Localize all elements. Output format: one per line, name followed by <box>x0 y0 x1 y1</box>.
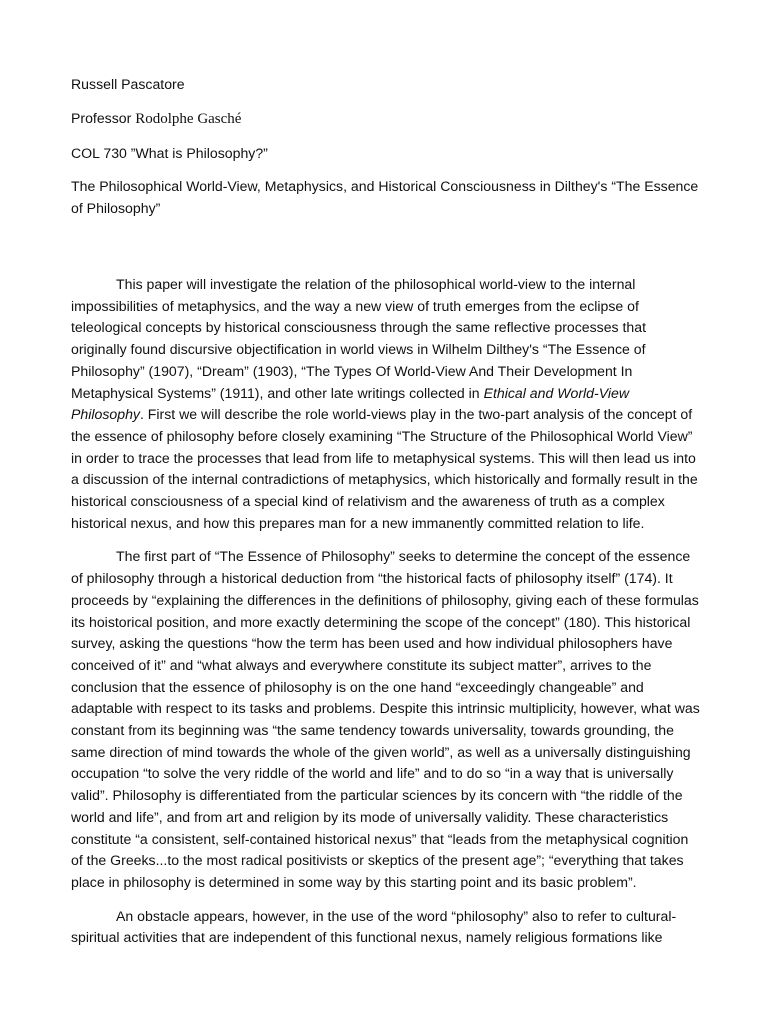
course-line: COL 730 ”What is Philosophy?” <box>71 145 268 161</box>
body-paragraph-3: An obstacle appears, however, in the use of the word “philosophy” also to refer to cultural-spiritual activities that are independent of this functional nexus, namely religious formations like <box>71 907 677 946</box>
document-page <box>71 70 701 949</box>
paragraph-1-text-b: . First we will describe the role world-views play in the two-part analysis of the concept of the essence of philosophy before closely examining “The Structure of the Philosophical World View” in order to trace the processes that lead from life to metaphysical systems. This will then lead us into a discussion of the internal contradictions of metaphysics, which historically and formally result in the historical consciousness of a special kind of relativism and the awareness of truth as a complex historical nexus, and how this prepares man for a new immanently committed relation to life. <box>71 406 698 531</box>
body-paragraph-2: The first part of “The Essence of Philosophy” seeks to determine the concept of the essence of philosophy through a historical deduction from “the historical facts of philosophy itself” (174). It proceeds by “explaining the differences in the definitions of philosophy, giving each of these formulas its hoistorical position, and more exactly determining the scope of the concept” (180). This historical survey, asking the questions “how the term has been used and how individual philosophers have conceived of it” and “what always and everywhere constitute its subject matter”, arrives to the conclusion that the essence of philosophy is on the one hand “exceedingly changeable” and adaptable with respect to its tasks and problems. Despite this intrinsic multiplicity, however, what was constant from its beginning was “the same tendency towards universality, towards grounding, the same direction of mind towards the whole of the given world”, as well as a universally distinguishing occupation “to solve the very riddle of the world and life” and to do so “in a way that is universally valid”. Philosophy is differentiated from the particular sciences by its concern with “the riddle of the world and life”, and from art and religion by its mode of universally validity. These characteristics constitute “a consistent, self-contained historical nexus” that “leads from the metaphysical cognition of the Greeks...to the most radical positivists or skeptics of the present age”; “everything that takes place in philosophy is determined in some way by this starting point and its basic problem”. <box>71 548 700 890</box>
body-paragraph-1 <box>71 274 701 534</box>
book-title-italic: Ethical and World-View Philosophy <box>71 384 630 423</box>
paper-title: The Philosophical World-View, Metaphysics, and Historical Consciousness in Dilthey's “The Essence of Philosophy” <box>71 178 699 216</box>
professor-name: Rodolphe Gasché <box>135 111 242 127</box>
paragraph-1-text-a: This paper will investigate the relation of the philosophical world-view to the internal impossibilities of metaphysics, and the way a new view of truth emerges from the eclipse of teleological concepts by historical consciousness through the same reflective processes that originally found discursive objectification in world views in Wilhelm Dilthey's “The Essence of Philosophy” (1907), “Dream” (1903), “The Types Of World-View And Their Development In Metaphysical Systems” (1911), and other late writings collected in <box>71 276 647 401</box>
professor-line <box>71 107 701 130</box>
author-name: Russell Pascatore <box>71 76 185 92</box>
professor-prefix: Professor <box>71 110 136 126</box>
